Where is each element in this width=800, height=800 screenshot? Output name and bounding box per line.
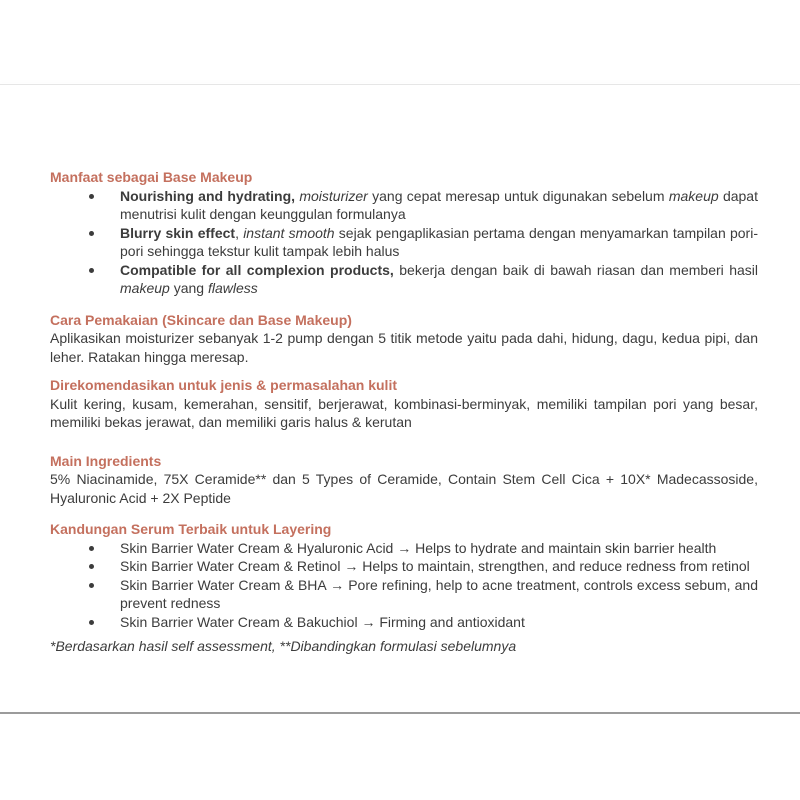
list-item [50,224,758,261]
section-paragraph: 5% Niacinamide, 75X Ceramide** dan 5 Types of Ceramide, Contain Stem Cell Cica + 10X* Madecassoside, Hyaluronic Acid + 2X Peptide [50,471,758,506]
text-run-bold: Nourishing and hydrating, [120,187,300,204]
text-run-italic: makeup [120,280,170,296]
text-run: dapat menutrisi kulit dengan keunggulan formulanya [120,187,758,222]
list-item-text [120,613,758,632]
footnote: *Berdasarkan hasil self assessment, **Dibandingkan formulasi sebelumnya [50,638,517,654]
section-heading: Kandungan Serum Terbaik untuk Layering [50,521,332,537]
list-item-text [120,261,758,298]
list-item-text [120,557,758,576]
section-heading: Manfaat sebagai Base Makeup [50,169,253,185]
text-run: sejak pengaplikasian pertama dengan menyamarkan tampilan pori-pori sehingga tekstur kulit tampak lebih halus [120,224,758,259]
top-divider [0,84,800,85]
list-item [50,187,758,224]
text-run-italic: flawless [207,280,258,296]
bullet-icon [50,187,120,224]
bullet-icon [50,539,120,558]
section-paragraph: Aplikasikan moisturizer sebanyak 1-2 pump dengan 5 titik metode yaitu pada dahi, hidung, dagu, kedua pipi, dan leher. Ratakan hingga meresap. [50,330,758,365]
text-run: yang cepat meresap untuk digunakan sebelum [367,187,669,204]
section-heading: Main Ingredients [50,452,162,469]
list-item [50,261,758,298]
text-run: bekerja dengan baik di bawah riasan dan memberi hasil [393,261,759,278]
text-run: Skin Barrier Water Cream & BHA → Pore refining, help to acne treatment, controls excess sebum, and prevent redness [120,576,758,611]
list-item [50,613,758,632]
text-run-bold: Compatible for all complexion products, [120,261,394,278]
section-paragraph: Kulit kering, kusam, kemerahan, sensitif, berjerawat, kombinasi-berminyak, memiliki tampilan pori yang besar, memiliki bekas jerawat, dan memiliki garis halus & kerutan [50,395,758,430]
section-cara-pemakaian [50,311,758,367]
bullet-icon [50,557,120,576]
section-heading: Direkomendasikan untuk jenis & permasalahan kulit [50,377,397,393]
list-item-text [120,576,758,613]
section-rekomendasi-kulit [50,376,758,432]
text-run-italic: instant smooth [243,224,335,241]
list-item [50,557,758,576]
text-run: Skin Barrier Water Cream & Bakuchiol → Firming and antioxidant [120,613,525,630]
list-item-text [120,187,758,224]
text-run: Skin Barrier Water Cream & Hyaluronic Acid → Helps to hydrate and maintain skin barrier health [120,539,717,556]
list-item-text [120,539,758,558]
list-item-text [120,224,758,261]
bullet-icon [50,613,120,632]
text-run: yang [169,280,208,296]
document-content [50,168,758,656]
bullet-icon [50,261,120,298]
bullet-icon [50,224,120,261]
text-run-italic: moisturizer [299,187,368,204]
text-run: , [235,224,244,241]
section-heading: Cara Pemakaian (Skincare dan Base Makeup) [50,311,352,328]
text-run-bold: Blurry skin effect [120,224,236,241]
section-manfaat-base-makeup [50,168,758,298]
bottom-divider [0,712,800,714]
list-item [50,539,758,558]
bullet-icon [50,576,120,613]
text-run-italic: makeup [668,187,719,204]
section-main-ingredients [50,452,758,508]
section-layering [50,520,758,631]
list-item [50,576,758,613]
text-run: Skin Barrier Water Cream & Retinol → Helps to maintain, strengthen, and reduce redness from retinol [120,558,750,574]
